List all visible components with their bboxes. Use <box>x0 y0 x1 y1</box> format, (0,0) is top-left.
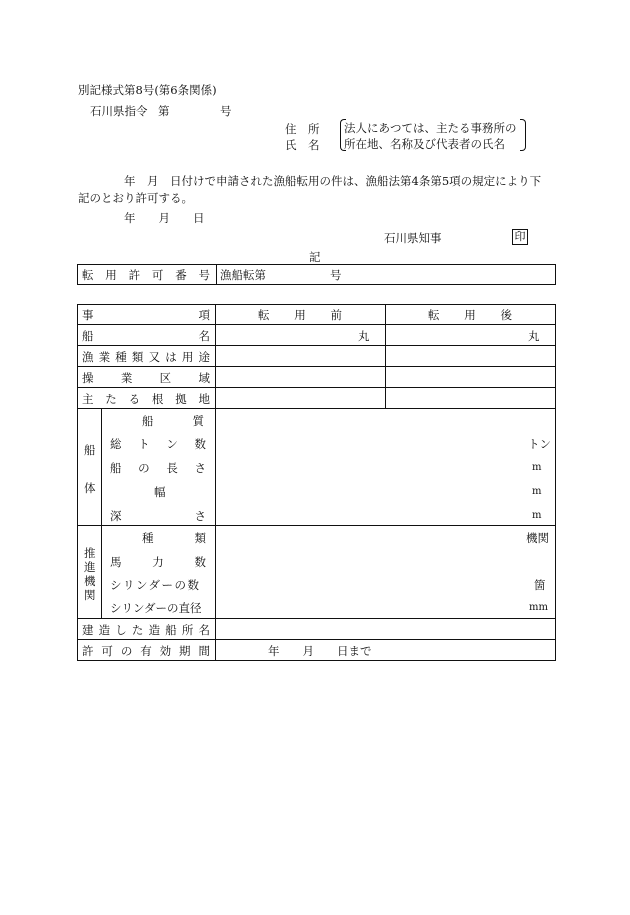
name-label: 氏 名 <box>285 138 320 152</box>
hull-group-label-2: 体 <box>84 481 96 495</box>
issue-date: 年 月 日 <box>124 211 205 225</box>
cylinder-count-label: シリンダーの数 <box>110 578 201 592</box>
hull-material-label: 船 質 <box>142 414 204 428</box>
ship-name-maru-after: 丸 <box>528 329 540 343</box>
breadth-label: 幅 <box>154 485 166 499</box>
unit-m-length: m <box>532 462 542 473</box>
col-after-header: 転 用 後 <box>428 308 512 322</box>
form-number-label: 別記様式第8号(第6条関係) <box>78 83 217 97</box>
unit-engine: 機関 <box>526 531 549 545</box>
ship-name-maru-before: 丸 <box>358 329 370 343</box>
home-base-label: 主 た る 根 拠 地 <box>82 392 210 406</box>
col-before-header: 転 用 前 <box>258 308 342 322</box>
unit-m-breadth: m <box>532 486 542 497</box>
designation-prefix: 石川県指令 <box>90 104 148 118</box>
unit-count: 箇 <box>534 578 546 592</box>
body-line-2: 記のとおり許可する。 <box>78 191 193 205</box>
address-label: 住 所 <box>285 122 320 136</box>
horsepower-label: 馬 力 数 <box>110 555 206 569</box>
length-label: 船 の 長 さ <box>110 461 206 475</box>
depth-label: 深 さ <box>110 509 206 523</box>
permit-number-prefix: 漁船転第 <box>220 268 266 282</box>
designation-dai: 第 <box>158 104 170 118</box>
permit-number-go: 号 <box>330 268 342 282</box>
fishing-type-label: 漁 業 種 類 又 は 用 途 <box>82 350 210 364</box>
engine-group-label: 推 進 機 関 <box>84 546 96 602</box>
ki-heading: 記 <box>309 250 321 264</box>
shipyard-label: 建 造 し た 造 船 所 名 <box>82 623 210 637</box>
unit-m-depth: m <box>532 510 542 521</box>
col-item-header: 事 項 <box>82 308 210 322</box>
hull-group-label-1: 船 <box>84 443 96 457</box>
designation-go: 号 <box>220 104 232 118</box>
bracket-line-2: 所在地、名称及び代表者の氏名 <box>344 137 505 151</box>
governor-title: 石川県知事 <box>384 231 442 245</box>
seal-mark: 印 <box>512 229 528 245</box>
gross-tonnage-label: 総 ト ン 数 <box>110 437 206 451</box>
applicant-note-bracket <box>340 119 526 151</box>
bracket-line-1: 法人にあつては、主たる事務所の <box>344 121 517 135</box>
validity-value: 年 月 日まで <box>268 644 372 658</box>
ship-name-label: 船 名 <box>82 329 210 343</box>
engine-type-label: 種 類 <box>142 531 206 545</box>
operation-area-label: 操 業 区 域 <box>82 371 210 385</box>
unit-mm: mm <box>529 602 548 613</box>
unit-ton: トン <box>528 437 551 451</box>
body-line-1: 年 月 日付けで申請された漁船転用の件は、漁船法第4条第5項の規定により下 <box>124 174 542 188</box>
cylinder-diameter-label: シリンダーの直径 <box>110 601 202 615</box>
validity-label: 許 可 の 有 効 期 間 <box>82 644 210 658</box>
permit-number-label: 転 用 許 可 番 号 <box>82 268 210 282</box>
